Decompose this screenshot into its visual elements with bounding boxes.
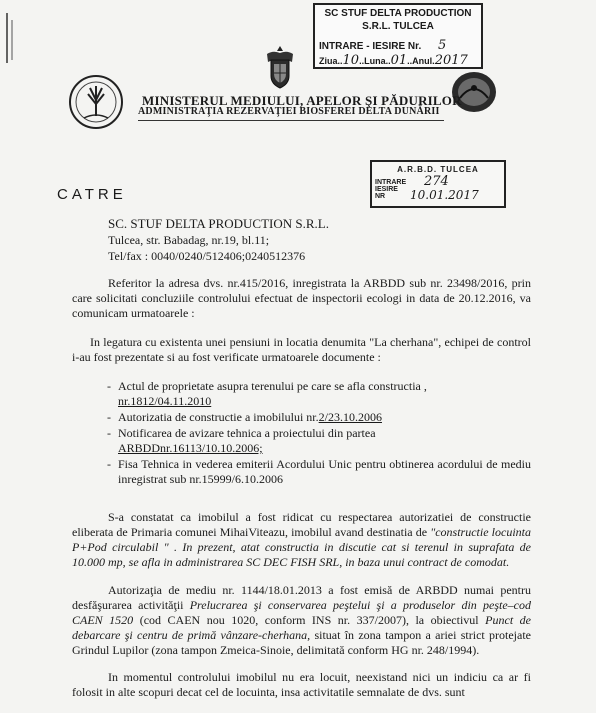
coat-of-arms-icon: [263, 44, 297, 90]
stamp-entry-label: INTRARE - IESIRE Nr.: [319, 41, 422, 52]
ministry-name: MINISTERUL MEDIULUI, APELOR ŞI PĂDURILOR: [142, 93, 462, 108]
document-title: Notificarea de avizare tehnica a proiectului din partea: [118, 426, 376, 440]
list-item: [107, 410, 531, 425]
arbdd-stamp: [370, 160, 506, 208]
biosphere-reserve-logo-icon: [68, 74, 124, 130]
document-reference: 2/23.10.2006: [318, 410, 382, 424]
paragraph-findings: [72, 510, 531, 570]
arbdd-stamp-title: A.R.B.D. TULCEA: [397, 165, 479, 174]
stamp-date-row: Ziua..10..Luna..01..Anul.2017: [319, 53, 468, 68]
list-item: [107, 457, 531, 487]
stamp-month: 01: [390, 53, 408, 68]
stamp-company: SC STUF DELTA PRODUCTION: [324, 8, 472, 19]
authorization-activity: Prelucrarea şi conservarea peştelui şi a produselor din peşte–cod CAEN 1520: [72, 598, 531, 627]
paragraph-authorization: [72, 583, 531, 658]
document-title: Fisa Tehnica in vederea emiterii Acordului Unic pentru obtinerea acordului de mediu inregistrat sub nr.15999/6.10.2006: [118, 457, 531, 486]
paragraph-inspection: In legatura cu existenta unei pensiuni in locatia denumita "La cherhana", echipei de control i-au fost prezentate si au fost verificate urmatoarele documente :: [72, 335, 531, 364]
document-title: Autorizatia de constructie a imobilului nr.: [118, 410, 319, 424]
findings-text: S-a constatat ca imobilul a fost ridicat cu respectarea autorizatiei de constructie eliberata de Primaria comunei MihaiViteazu, imobilul avand destinatia de: [72, 510, 531, 539]
stamp-year: 2017: [434, 53, 468, 68]
recipient-phone: Tel/fax : 0040/0240/512406;0240512376: [108, 249, 306, 263]
recipient-company: SC. STUF DELTA PRODUCTION S.R.L.: [108, 216, 329, 231]
stamp-day: 10: [342, 53, 360, 68]
stamp-day-label: Ziua: [319, 56, 338, 66]
document-reference: nr.1812/04.11.2010: [118, 394, 212, 408]
paragraph-reference: Referitor la adresa dvs. nr.415/2016, inregistrata la ARBDD sub nr. 23498/2016, prin care solicitati concluziile controlului efectuat de inspectorii ecologi in data de 20.12.2016, va comunicam urmatoarele :: [72, 276, 531, 320]
list-item: [107, 426, 531, 456]
header-divider: [138, 120, 444, 121]
arbdd-stamp-labels: INTRARE IESIRE NR: [375, 179, 407, 200]
stamp-year-label: Anul: [412, 56, 433, 66]
stamp-entry-row: [319, 38, 446, 53]
paragraph-conclusion: In momentul controlului imobilul nu era locuit, neexistand nici un indiciu ca ar fi folosit in alte scopuri decat cel de locuinta, insa activitatile semnalate de dvs. sunt: [72, 670, 531, 699]
authorization-objective: Punct de debarcare şi centru de primă vânzare-cherhana,: [72, 613, 531, 642]
document-title: Actul de proprietate asupra terenului pe care se afla constructia ,: [118, 379, 427, 393]
stamp-entry-number: 5: [438, 38, 447, 53]
findings-italic: "constructie locuinta P+Pod circulabil " . In prezent, atat constructia in discutie cat si terenul in suprafata de 10.000 mp, se afla in administrarea SC DEC FISH SRL, in baza unui contract de comodat.: [72, 525, 531, 569]
authorization-location: situat în zona tampon a ariei strict protejate Grindul Lupilor (zona tampon Zmeica-Sinoie, delimitată conform HG nr. 248/1994).: [72, 628, 532, 657]
registration-stamp: [313, 3, 483, 69]
administration-name: ADMINISTRAŢIA REZERVAŢIEI BIOSFEREI DELTA DUNĂRII: [138, 106, 440, 117]
arbdd-stamp-date: 10.01.2017: [410, 188, 479, 202]
authorization-text: Autorizaţia de mediu nr. 1144/18.01.2013 a fost emisă de ARBDD numai pentru desfăşurarea activităţii: [72, 583, 531, 612]
salutation: CATRE: [57, 186, 127, 203]
document-reference: ARBDDnr.16113/10.10.2006;: [118, 441, 263, 455]
scan-margin-marks: [3, 8, 17, 68]
stamp-month-label: Luna: [364, 56, 386, 66]
recipient-address: Tulcea, str. Babadag, nr.19, bl.11;: [108, 233, 270, 247]
stamp-city: S.R.L. TULCEA: [362, 21, 434, 32]
list-item: [107, 379, 531, 409]
arbdd-stamp-number: 274: [424, 174, 449, 189]
scan-mark-icon: [3, 8, 17, 68]
documents-list: [107, 379, 531, 487]
authorization-code: (cod CAEN nou 1020, conform INS nr. 337/2007), la obiectivul: [133, 613, 486, 627]
